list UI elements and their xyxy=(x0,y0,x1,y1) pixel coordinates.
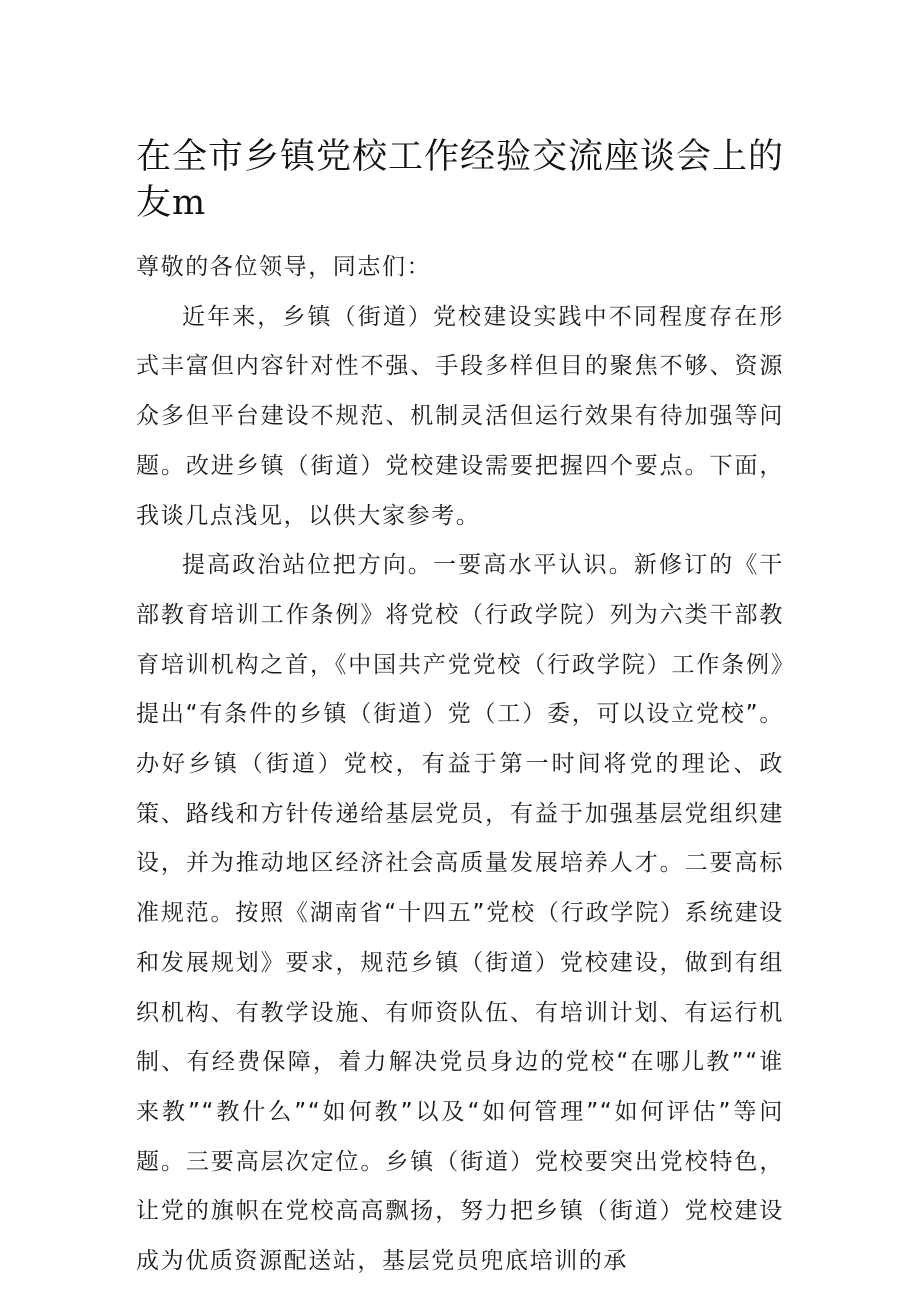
document-body xyxy=(136,243,784,1287)
paragraph-2: 提高政治站位把方向。一要高水平认识。新修订的《干部教育培训工作条例》将党校（行政学院）列为六类干部教育培训机构之首，《中国共产党党校（行政学院）工作条例》提出“有条件的乡镇（街道）党（工）委，可以设立党校”。办好乡镇（街道）党校，有益于第一时间将党的理论、政策、路线和方针传递给基层党员，有益于加强基层党组织建设，并为推动地区经济社会高质量发展培养人才。二要高标准规范。按照《湖南省“十四五”党校（行政学院）系统建设和发展规划》要求，规范乡镇（街道）党校建设，做到有组织机构、有教学设施、有师资队伍、有培训计划、有运行机制、有经费保障，着力解决党员身边的党校“在哪儿教”“谁来教”“教什么”“如何教”以及“如何管理”“如何评估”等问题。三要高层次定位。乡镇（街道）党校要突出党校特色，让党的旗帜在党校高高飘扬，努力把乡镇（街道）党校建设成为优质资源配送站，基层党员兜底培训的承 xyxy=(136,552,784,1275)
paragraph-1: 近年来，乡镇（街道）党校建设实践中不同程度存在形式丰富但内容针对性不强、手段多样但目的聚焦不够、资源众多但平台建设不规范、机制灵活但运行效果有待加强等问题。改进乡镇（街道）党校建设需要把握四个要点。下面，我谈几点浅见，以供大家参考。 xyxy=(136,303,784,529)
document-title: 在全市乡镇党校工作经验交流座谈会上的友m xyxy=(136,137,785,223)
salutation: 尊敬的各位领导，同志们： xyxy=(136,254,432,280)
